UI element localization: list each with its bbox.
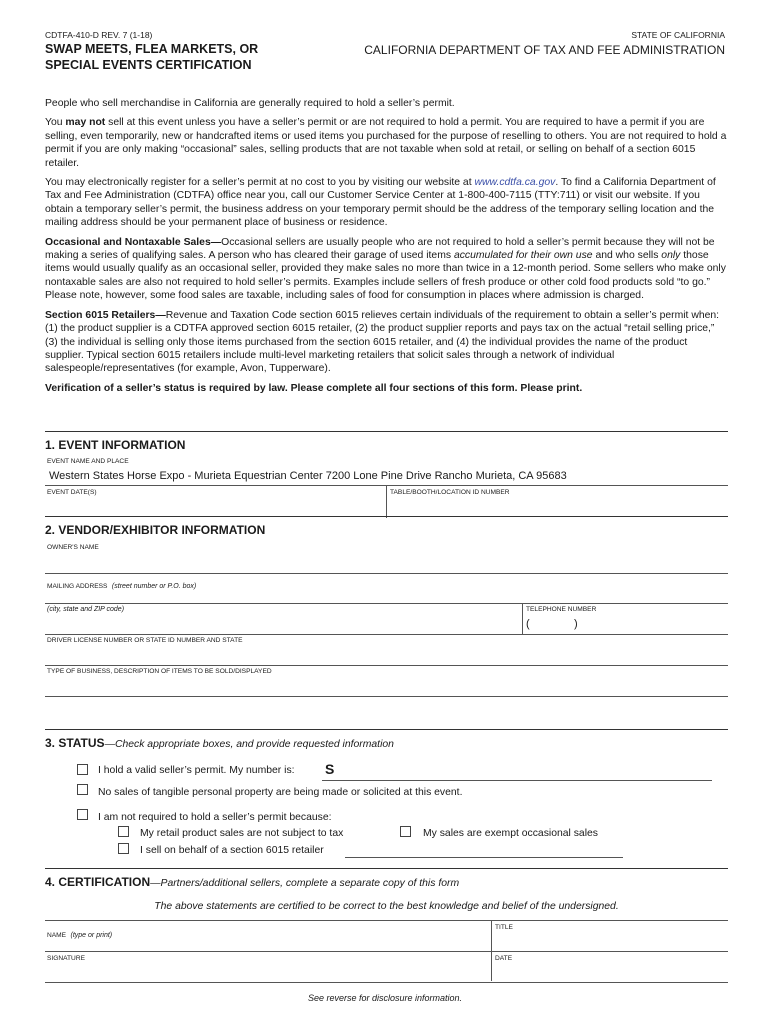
- verification-text: Verification of a seller’s status is required by law. Please complete all four sections of this form. Please print.: [45, 382, 583, 394]
- intro-text: [45, 97, 728, 401]
- name-label-italic: (type or print): [70, 932, 113, 939]
- date-label: DATE: [495, 955, 513, 962]
- section2-heading: 2. VENDOR/EXHIBITOR INFORMATION: [45, 516, 728, 537]
- intro-p1: People who sell merchandise in California are generally required to hold a seller’s permit.: [45, 98, 455, 109]
- section6015-retailer-field[interactable]: [346, 842, 622, 856]
- phone-paren-close: ): [574, 618, 578, 630]
- form-number: CDTFA-410-D REV. 7 (1-18): [45, 30, 153, 40]
- name-label-text: NAME: [47, 932, 67, 939]
- occasional-sales-checkbox[interactable]: [400, 826, 411, 837]
- section4-heading: [45, 868, 728, 889]
- intro-p4-italic1: accumulated for their own use: [453, 250, 593, 262]
- divider: [45, 665, 728, 666]
- section6015-text: I sell on behalf of a section 6015 retailer: [140, 845, 324, 856]
- telephone-label: TELEPHONE NUMBER: [526, 606, 597, 613]
- divider: [45, 920, 728, 921]
- form-title-line1: SWAP MEETS, FLEA MARKETS, OR: [45, 42, 259, 56]
- mailing-label-italic: (street number or P.O. box): [111, 583, 197, 590]
- intro-p2-b: sell at this event unless you have a seller’s permit or are not required to hold a permit. You are required to have a permit if you are selling, even temporarily, new or handcrafted items or used items you purchased for the purpose of reselling to others. You are not required to hold a permit if you are only making “occasional” sales, selling products that are not taxable when sold at retail, or selling on behalf of a section 6015 retailer.: [45, 117, 727, 169]
- not-required-checkbox[interactable]: [77, 809, 88, 820]
- not-required-text: I am not required to hold a seller’s permit because:: [98, 812, 332, 823]
- seller-permit-checkbox[interactable]: [77, 764, 88, 775]
- section1-heading: 1. EVENT INFORMATION: [45, 431, 728, 452]
- verification-note: [45, 382, 728, 395]
- phone-paren-open: (: [526, 618, 530, 630]
- section3-heading: [45, 729, 728, 750]
- city-state-zip-label: (city, state and ZIP code): [47, 606, 125, 613]
- section3-subtitle: —Check appropriate boxes, and provide requested information: [104, 739, 394, 750]
- permit-prefix-s: S: [325, 761, 335, 777]
- no-sales-text: No sales of tangible personal property are being made or solicited at this event.: [98, 787, 463, 798]
- intro-p5-bold: Section 6015 Retailers—: [45, 309, 166, 321]
- mailing-address-field[interactable]: [47, 587, 727, 603]
- intro-p3: [45, 176, 728, 230]
- footer-note: See reverse for disclosure information.: [307, 993, 463, 1003]
- form-title-line2: SPECIAL EVENTS CERTIFICATION: [45, 58, 252, 72]
- title-label: TITLE: [495, 924, 513, 931]
- signature-label: SIGNATURE: [47, 955, 85, 962]
- divider: [45, 696, 728, 697]
- event-dates-label: EVENT DATE(S): [47, 489, 97, 496]
- title-field[interactable]: [495, 935, 725, 951]
- section6015-checkbox[interactable]: [118, 843, 129, 854]
- event-name-field[interactable]: Western States Horse Expo - Murieta Equestrian Center 7200 Lone Pine Drive Rancho Murieta, CA 95683: [49, 470, 567, 482]
- not-taxable-checkbox[interactable]: [118, 826, 129, 837]
- intro-p5: [45, 309, 728, 376]
- no-sales-checkbox[interactable]: [77, 784, 88, 795]
- divider: [386, 485, 387, 518]
- intro-p4-bold: Occasional and Nontaxable Sales—: [45, 236, 222, 248]
- divider: [45, 634, 728, 635]
- intro-p2-a: You: [45, 117, 66, 129]
- not-taxable-text: My retail product sales are not subject to tax: [140, 828, 344, 839]
- section3-title: 3. STATUS: [45, 736, 105, 750]
- intro-p4: [45, 236, 728, 303]
- table-booth-field[interactable]: [390, 500, 726, 516]
- permit-number-field[interactable]: [340, 764, 710, 779]
- telephone-field[interactable]: [534, 617, 724, 633]
- intro-p4-italic2: only: [661, 250, 681, 262]
- intro-p2-bold: may not: [65, 117, 106, 129]
- intro-p4-a: Occasional sellers are usually people who are not required to hold a seller’s permit because they will not be making a series of qualifying sales. A person who has cleared their garage of used items: [45, 236, 715, 262]
- intro-p4-b: and who sells: [592, 250, 662, 262]
- intro-p3-a: You may electronically register for a seller’s permit at no cost to you by visiting our website at: [45, 177, 475, 189]
- occasional-sales-text: My sales are exempt occasional sales: [423, 828, 598, 839]
- event-name-label: EVENT NAME AND PLACE: [47, 458, 129, 465]
- driver-license-field[interactable]: [47, 648, 727, 664]
- section4-title: 4. CERTIFICATION: [45, 875, 151, 889]
- intro-p3-b: . To find a California Department of Tax and Fee Administration (CDTFA) office near you, call our Customer Service Center at 1-800-400-7115 (TTY:711) or visit our website. If you obtain a temporary seller’s permit, the business address on your temporary permit should be the address of the temporary selling location and the mailing address should be your permanent place of business or residence.: [45, 177, 716, 229]
- permit-number-line: [322, 780, 712, 781]
- table-booth-label: TABLE/BOOTH/LOCATION ID NUMBER: [390, 489, 510, 496]
- event-dates-field[interactable]: [47, 500, 382, 516]
- business-type-field[interactable]: [47, 679, 727, 695]
- intro-p5-a: Revenue and Taxation Code section 6015 relieves certain individuals of the requirement to obtain a seller’s permit when: (1) the product supplier is a CDTFA approved section 6015 retailer, (2) the product supplier reports and pays tax on the actual “retail selling price,” (3) the individual is selling only those items purchased from the section 6015 retailer, and (4) the individual provides the name of the product supplier. Typical section 6015 retailers include multi-level marketing retailers that solicit sales through a network of individual salespeople/representatives (for example, Avon, Tupperware).: [45, 309, 720, 375]
- intro-p4-c: those items would usually qualify as an occasional seller, provided they make sales no more than twice in a 12-month period. Some sellers who make only nontaxable sales are also not required to hold seller’s permits. Examples include sellers of fresh produce or other cold food products sold “to go.” Please note, however, some food sales are taxable, including sales of food for consumption in places where admission is charged.: [45, 250, 726, 302]
- agency-name: CALIFORNIA DEPARTMENT OF TAX AND FEE ADMINISTRATION: [364, 43, 725, 57]
- website-link[interactable]: www.cdtfa.ca.gov: [474, 177, 556, 189]
- certification-note: The above statements are certified to be correct to the best knowledge and belief of the undersigned.: [154, 901, 619, 912]
- mailing-label-text: MAILING ADDRESS: [47, 583, 108, 590]
- business-type-label: TYPE OF BUSINESS, DESCRIPTION OF ITEMS TO BE SOLD/DISPLAYED: [47, 668, 272, 675]
- signature-field[interactable]: [47, 965, 487, 981]
- divider: [45, 951, 728, 952]
- intro-p2: [45, 116, 728, 170]
- divider: [45, 982, 728, 983]
- divider: [45, 573, 728, 574]
- divider: [522, 603, 523, 635]
- owner-name-field[interactable]: [47, 556, 727, 572]
- section6015-retailer-line: [345, 857, 623, 858]
- owner-name-label: OWNER'S NAME: [47, 544, 99, 551]
- city-state-zip-field[interactable]: [47, 617, 517, 633]
- divider: [45, 603, 728, 604]
- driver-license-label: DRIVER LICENSE NUMBER OR STATE ID NUMBER AND STATE: [47, 637, 243, 644]
- section4-subtitle: —Partners/additional sellers, complete a separate copy of this form: [150, 878, 460, 889]
- form-title: [45, 41, 375, 73]
- seller-permit-text: I hold a valid seller’s permit. My number is:: [98, 765, 295, 776]
- date-field[interactable]: [495, 965, 725, 981]
- name-field[interactable]: [47, 935, 487, 951]
- state-label: STATE OF CALIFORNIA: [631, 30, 725, 40]
